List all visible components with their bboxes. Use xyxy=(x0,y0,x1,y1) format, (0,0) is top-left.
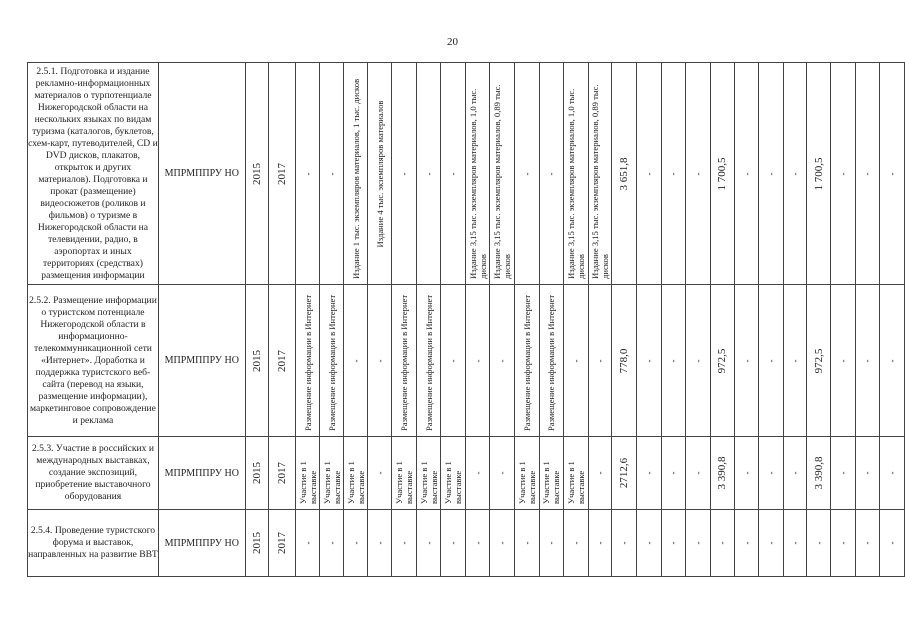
table-cell xyxy=(515,63,540,285)
table-row xyxy=(28,510,905,577)
cell-value: - xyxy=(668,172,679,175)
table-cell xyxy=(831,63,856,285)
table-cell xyxy=(320,437,344,510)
measure-description: 2.5.4. Проведение туристского форума и выставок, направленных на развитие ВВТ xyxy=(28,510,159,577)
end-year-cell xyxy=(269,437,296,510)
cell-value: - xyxy=(668,541,679,545)
cell-value: Размещение информации в Интернет xyxy=(326,294,337,431)
cell-value: - xyxy=(350,541,361,545)
cell-value: Издание 4 тыс. экземпляров материалов xyxy=(374,100,385,247)
cell-value: - xyxy=(326,172,337,175)
table-row xyxy=(28,285,905,437)
table-cell xyxy=(564,285,589,437)
table-cell xyxy=(564,510,589,577)
cell-value: - xyxy=(643,172,654,175)
table-cell xyxy=(807,285,831,437)
table-cell xyxy=(686,437,711,510)
cell-value: - xyxy=(862,471,873,475)
cell-value: - xyxy=(398,541,409,545)
responsible-executor: МПРМППРУ НО xyxy=(158,437,245,510)
table-cell xyxy=(735,510,759,577)
table-cell xyxy=(368,285,392,437)
table-cell xyxy=(465,437,490,510)
cell-value: Издание 3,15 тыс. экземпляров материалов, 1,0 тыс. дисков xyxy=(467,88,488,279)
cell-value: - xyxy=(374,359,385,362)
table-cell xyxy=(686,510,711,577)
cell-value: - xyxy=(862,359,873,362)
cell-value: - xyxy=(570,541,581,545)
cell-value: - xyxy=(862,172,873,175)
cell-value: - xyxy=(374,541,385,545)
responsible-executor: МПРМППРУ НО xyxy=(158,63,245,285)
cell-value: - xyxy=(302,541,313,545)
table-cell xyxy=(612,63,637,285)
cell-value: - xyxy=(837,541,848,545)
end-year-cell xyxy=(269,285,296,437)
end-year: 2017 xyxy=(276,349,289,372)
end-year: 2017 xyxy=(276,532,289,554)
table-cell xyxy=(368,63,392,285)
table-cell xyxy=(320,285,344,437)
table-cell xyxy=(296,510,320,577)
table-cell xyxy=(490,437,515,510)
cell-value: - xyxy=(448,541,459,545)
cell-value: - xyxy=(497,359,508,362)
table-cell xyxy=(416,285,441,437)
table-cell xyxy=(637,285,662,437)
table-cell xyxy=(416,510,441,577)
cell-value: - xyxy=(789,359,800,362)
table-cell xyxy=(783,285,807,437)
cell-value: - xyxy=(546,172,557,175)
cell-value: Участие в 1 выставке xyxy=(516,461,537,504)
cell-value: - xyxy=(472,541,483,545)
table-cell xyxy=(368,437,392,510)
table-cell xyxy=(392,437,417,510)
table-cell xyxy=(465,285,490,437)
table-cell xyxy=(686,63,711,285)
start-year-cell xyxy=(245,63,269,285)
table-cell xyxy=(807,63,831,285)
cell-value: 1 700,5 xyxy=(716,157,729,190)
table-cell xyxy=(441,437,466,510)
cell-value: - xyxy=(521,172,532,175)
cell-value: Размещение информации в Интернет xyxy=(423,294,434,431)
cell-value: - xyxy=(643,471,654,475)
start-year: 2015 xyxy=(250,162,263,185)
cell-value: - xyxy=(643,541,654,545)
cell-value: - xyxy=(595,471,606,475)
cell-value: - xyxy=(643,359,654,362)
table-cell xyxy=(735,63,759,285)
table-cell xyxy=(296,437,320,510)
cell-value: - xyxy=(472,359,483,362)
table-cell xyxy=(539,63,564,285)
table-cell xyxy=(783,510,807,577)
table-cell xyxy=(515,437,540,510)
cell-value: - xyxy=(887,172,898,175)
table-cell xyxy=(880,510,905,577)
cell-value: 972,5 xyxy=(812,348,825,373)
table-cell xyxy=(661,63,686,285)
cell-value: - xyxy=(741,172,752,175)
table-cell xyxy=(490,63,515,285)
cell-value: - xyxy=(765,541,776,545)
cell-value: - xyxy=(765,172,776,175)
table-row xyxy=(28,437,905,510)
table-cell xyxy=(612,510,637,577)
table-cell xyxy=(637,437,662,510)
end-year-cell xyxy=(269,510,296,577)
table-cell xyxy=(855,437,880,510)
table-cell xyxy=(343,437,368,510)
table-cell xyxy=(758,285,783,437)
cell-value: - xyxy=(668,471,679,475)
table-cell xyxy=(661,510,686,577)
end-year: 2017 xyxy=(276,162,289,185)
table-cell xyxy=(758,437,783,510)
table-cell xyxy=(855,510,880,577)
table-cell xyxy=(343,510,368,577)
table-cell xyxy=(539,285,564,437)
table-cell xyxy=(758,63,783,285)
start-year: 2015 xyxy=(250,532,263,554)
cell-value: Участие в 1 выставке xyxy=(297,461,318,504)
table-cell xyxy=(758,510,783,577)
cell-value: Размещение информации в Интернет xyxy=(302,294,313,431)
table-cell xyxy=(783,63,807,285)
cell-value: - xyxy=(497,541,508,545)
end-year-cell xyxy=(269,63,296,285)
cell-value: Размещение информации в Интернет xyxy=(398,294,409,431)
table-cell xyxy=(880,437,905,510)
page-number: 20 xyxy=(447,36,458,48)
cell-value: Участие в 1 выставке xyxy=(443,461,464,504)
table-cell xyxy=(661,285,686,437)
cell-value: Размещение информации в Интернет xyxy=(521,294,532,431)
table-cell xyxy=(783,437,807,510)
table-cell xyxy=(588,510,612,577)
cell-value: - xyxy=(789,172,800,175)
table-cell xyxy=(735,437,759,510)
cell-value: - xyxy=(595,359,606,362)
start-year-cell xyxy=(245,285,269,437)
table-cell xyxy=(564,437,589,510)
cell-value: - xyxy=(521,541,532,545)
cell-value: Издание 3,15 тыс. экземпляров материалов, 1,0 тыс. дисков xyxy=(565,88,586,279)
table-cell xyxy=(710,63,735,285)
table-cell xyxy=(539,510,564,577)
cell-value: Участие в 1 выставке xyxy=(345,461,366,504)
table-cell xyxy=(441,510,466,577)
measure-description: 2.5.3. Участие в российских и международных выставках, создание экспозиций, приобретение выставочного оборудования xyxy=(28,437,159,510)
cell-value: - xyxy=(741,471,752,475)
table-cell xyxy=(710,510,735,577)
table-cell xyxy=(392,285,417,437)
table-cell xyxy=(320,510,344,577)
start-year-cell xyxy=(245,510,269,577)
cell-value: 3 390,8 xyxy=(812,456,825,490)
cell-value: - xyxy=(765,471,776,475)
measure-description: 2.5.2. Размещение информации о туристском потенциале Нижегородской области в информационно-телекоммуникационной сети «Интернет». Доработка и поддержка туристского веб-сайта (перевод на языки, размещение информации), маркетинговое сопровождение и реклама xyxy=(28,285,159,437)
table-cell xyxy=(661,437,686,510)
start-year-cell xyxy=(245,437,269,510)
table-cell xyxy=(831,510,856,577)
table-cell xyxy=(612,437,637,510)
cell-value: - xyxy=(837,471,848,475)
cell-value: - xyxy=(862,541,873,545)
table-cell xyxy=(343,285,368,437)
table-cell xyxy=(637,63,662,285)
table-cell xyxy=(296,285,320,437)
cell-value: - xyxy=(423,172,434,175)
cell-value: - xyxy=(765,359,776,362)
cell-value: - xyxy=(448,359,459,362)
cell-value: 2712,6 xyxy=(618,457,631,489)
cell-value: Размещение информации в Интернет xyxy=(546,294,557,431)
table-cell xyxy=(416,63,441,285)
cell-value: Участие в 1 выставке xyxy=(393,461,414,504)
responsible-executor: МПРМППРУ НО xyxy=(158,510,245,577)
cell-value: - xyxy=(692,172,703,175)
cell-value: 972,5 xyxy=(716,348,729,373)
table-cell xyxy=(465,510,490,577)
cell-value: Участие в 1 выставке xyxy=(565,461,586,504)
table-cell xyxy=(588,63,612,285)
end-year: 2017 xyxy=(276,462,289,484)
cell-value: - xyxy=(717,541,728,545)
cell-value: - xyxy=(423,541,434,545)
cell-value: - xyxy=(546,541,557,545)
cell-value: - xyxy=(302,172,313,175)
table-cell xyxy=(588,285,612,437)
cell-value: Издание 1 тыс. экземпляров материалов, 1 тыс. дисков xyxy=(350,78,361,279)
table-cell xyxy=(490,285,515,437)
cell-value: - xyxy=(692,471,703,475)
table-cell xyxy=(686,285,711,437)
measures-table xyxy=(27,62,905,577)
table-cell xyxy=(880,63,905,285)
table-cell xyxy=(515,285,540,437)
table-cell xyxy=(343,63,368,285)
table-cell xyxy=(392,510,417,577)
table-row xyxy=(28,63,905,285)
cell-value: - xyxy=(887,471,898,475)
table-cell xyxy=(637,510,662,577)
table-cell xyxy=(564,63,589,285)
cell-value: - xyxy=(789,541,800,545)
cell-value: - xyxy=(374,471,385,475)
cell-value: - xyxy=(448,172,459,175)
cell-value: - xyxy=(668,359,679,362)
cell-value: - xyxy=(837,172,848,175)
table-cell xyxy=(612,285,637,437)
table-cell xyxy=(855,285,880,437)
table-cell xyxy=(807,510,831,577)
cell-value: - xyxy=(472,471,483,475)
table-cell xyxy=(831,285,856,437)
table-cell xyxy=(490,510,515,577)
table-cell xyxy=(807,437,831,510)
cell-value: Издание 3,15 тыс. экземпляров материалов, 0,89 тыс. дисков xyxy=(590,83,611,279)
table-cell xyxy=(416,437,441,510)
table-cell xyxy=(735,285,759,437)
start-year: 2015 xyxy=(250,462,263,484)
cell-value: Участие в 1 выставке xyxy=(321,461,342,504)
table-cell xyxy=(368,510,392,577)
cell-value: - xyxy=(789,471,800,475)
table-cell xyxy=(710,285,735,437)
cell-value: - xyxy=(741,359,752,362)
cell-value: - xyxy=(837,359,848,362)
table-cell xyxy=(831,437,856,510)
cell-value: 1 700,5 xyxy=(812,157,825,190)
cell-value: - xyxy=(692,359,703,362)
cell-value: - xyxy=(813,541,824,545)
cell-value: - xyxy=(326,541,337,545)
table-cell xyxy=(441,63,466,285)
table-cell xyxy=(855,63,880,285)
cell-value: - xyxy=(350,359,361,362)
table-cell xyxy=(539,437,564,510)
table-cell xyxy=(296,63,320,285)
cell-value: - xyxy=(398,172,409,175)
responsible-executor: МПРМППРУ НО xyxy=(158,285,245,437)
cell-value: - xyxy=(619,541,630,545)
cell-value: 778,0 xyxy=(618,348,631,373)
cell-value: - xyxy=(570,359,581,362)
cell-value: - xyxy=(741,541,752,545)
cell-value: 3 651,8 xyxy=(618,157,631,190)
table-cell xyxy=(441,285,466,437)
table-cell xyxy=(710,437,735,510)
measure-description: 2.5.1. Подготовка и издание рекламно-информационных материалов о турпотенциале Нижегородской области на нескольких языках по видам туризма (каталогов, буклетов, схем-карт, путеводителей, CD и DVD дисков, плакатов, открыток и других материалов). Подготовка и прокат (размещение) видеосюжетов (роликов и фильмов) о туризме в Нижегородской области на телевидении, радио, в аэропортах и иных территориях (средствах) размещения информации xyxy=(28,63,159,285)
start-year: 2015 xyxy=(250,349,263,372)
cell-value: - xyxy=(692,541,703,545)
cell-value: - xyxy=(887,359,898,362)
table-cell xyxy=(392,63,417,285)
cell-value: - xyxy=(887,541,898,545)
table-cell xyxy=(515,510,540,577)
table-cell xyxy=(320,63,344,285)
cell-value: Участие в 1 выставке xyxy=(418,461,439,504)
table-cell xyxy=(880,285,905,437)
cell-value: - xyxy=(497,471,508,475)
table-cell xyxy=(465,63,490,285)
cell-value: Издание 3,15 тыс. экземпляров материалов, 0,89 тыс. дисков xyxy=(492,83,513,279)
cell-value: Участие в 1 выставке xyxy=(541,461,562,504)
table-cell xyxy=(588,437,612,510)
cell-value: - xyxy=(595,541,606,545)
cell-value: 3 390,8 xyxy=(716,456,729,490)
